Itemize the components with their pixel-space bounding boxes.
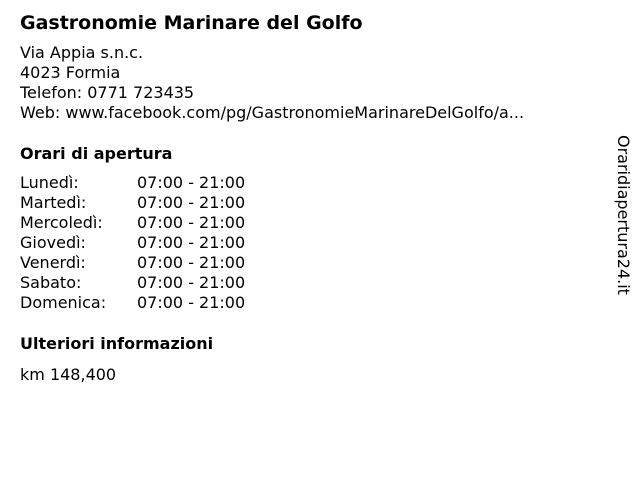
hours-row [20, 173, 245, 193]
distance-value: km 148,400 [20, 365, 117, 384]
site-watermark: Oraridiapertura24.it [614, 135, 633, 295]
hours-row [20, 293, 245, 313]
day-label: Venerdì: [20, 253, 86, 272]
business-name: Gastronomie Marinare del Golfo [20, 12, 363, 34]
address-street: Via Appia s.n.c. [20, 43, 144, 62]
day-label: Domenica: [20, 293, 107, 312]
website-link[interactable]: Web: www.facebook.com/pg/GastronomieMarinareDelGolfo/a... [20, 103, 525, 122]
time-range: 07:00 - 21:00 [137, 173, 246, 192]
hours-row [20, 253, 245, 273]
time-range: 07:00 - 21:00 [137, 253, 246, 272]
hours-row [20, 193, 245, 213]
day-label: Lunedì: [20, 173, 79, 192]
day-label: Mercoledì: [20, 213, 103, 232]
time-range: 07:00 - 21:00 [137, 233, 246, 252]
business-address-block [20, 43, 524, 123]
day-label: Sabato: [20, 273, 82, 292]
day-label: Giovedì: [20, 233, 86, 252]
time-range: 07:00 - 21:00 [137, 193, 246, 212]
day-label: Martedì: [20, 193, 87, 212]
time-range: 07:00 - 21:00 [137, 273, 246, 292]
hours-row [20, 213, 245, 233]
hours-row [20, 273, 245, 293]
time-range: 07:00 - 21:00 [137, 213, 246, 232]
opening-hours-list [20, 173, 245, 313]
hours-row [20, 233, 245, 253]
time-range: 07:00 - 21:00 [137, 293, 246, 312]
address-city: 4023 Formia [20, 63, 121, 82]
phone-number[interactable]: Telefon: 0771 723435 [20, 83, 195, 102]
more-info-title: Ulteriori informazioni [20, 334, 214, 353]
opening-hours-title: Orari di apertura [20, 144, 173, 163]
